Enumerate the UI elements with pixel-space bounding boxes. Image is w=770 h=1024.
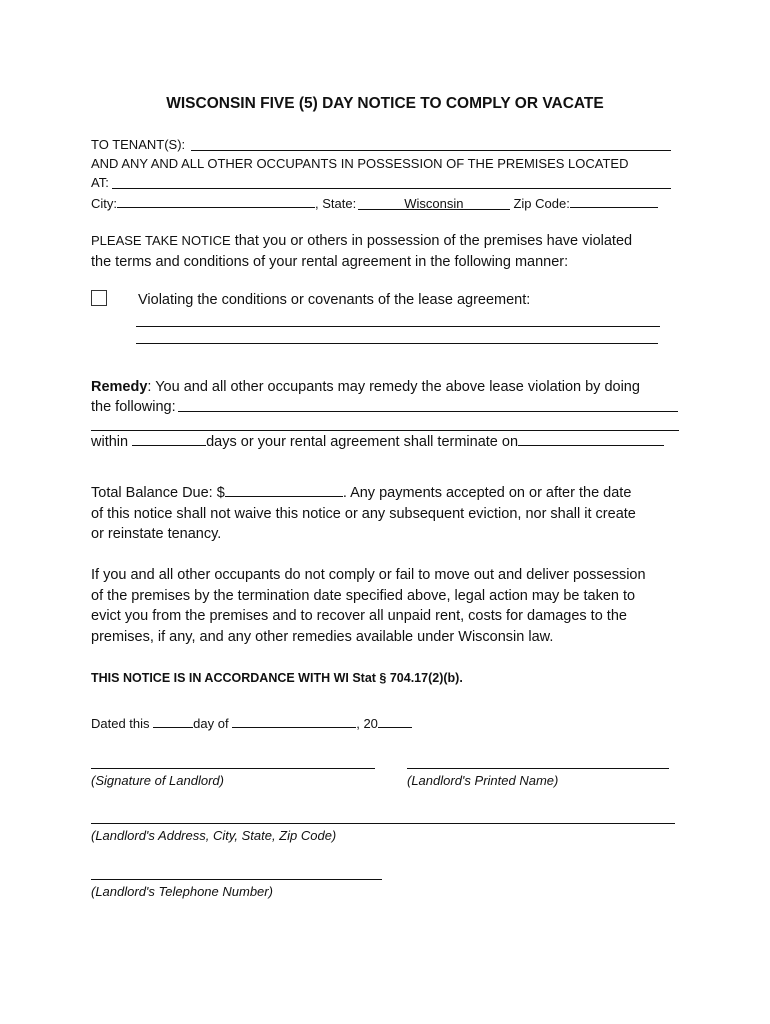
consequence-line-3: evict you from the premises and to recover all unpaid rent, costs for damages to the xyxy=(91,608,627,624)
remedy-text: : You and all other occupants may remedy the above lease violation by doing xyxy=(147,379,640,395)
address-field[interactable] xyxy=(112,188,671,189)
state-field[interactable] xyxy=(358,196,510,210)
state-label: , State: xyxy=(315,196,357,211)
within-row xyxy=(91,432,664,453)
consequence-line-4: premises, if any, and any other remedies available under Wisconsin law. xyxy=(91,628,554,645)
city-label: City: xyxy=(91,196,117,211)
tenant-name-field[interactable] xyxy=(191,150,671,151)
balance-line-2: of this notice shall not waive this notice or any subsequent eviction, nor shall it create xyxy=(91,505,636,522)
days-text: days or your rental agreement shall terminate on xyxy=(206,434,519,450)
landlord-signature-caption: (Signature of Landlord) xyxy=(91,773,224,788)
within-label: within xyxy=(91,434,129,450)
dated-day-field[interactable] xyxy=(153,714,193,728)
remedy-label: Remedy xyxy=(91,379,148,395)
zip-field[interactable] xyxy=(570,194,658,208)
statute-reference: THIS NOTICE IS IN ACCORDANCE WITH WI Stat § 704.17(2)(b). xyxy=(91,671,463,685)
violation-checkbox[interactable] xyxy=(91,290,107,306)
balance-label: Total Balance Due: $ xyxy=(91,485,225,501)
violation-label: Violating the conditions or covenants of the lease agreement: xyxy=(138,292,531,308)
termination-date-field[interactable] xyxy=(518,432,664,446)
dated-year-prefix: , 20 xyxy=(356,716,378,731)
balance-paragraph xyxy=(91,483,636,545)
violation-detail-line-2[interactable] xyxy=(136,343,658,344)
notice-lead: PLEASE TAKE NOTICE xyxy=(91,233,231,248)
dated-day-of: day of xyxy=(193,716,229,731)
state-value: Wisconsin xyxy=(404,196,464,211)
dated-row xyxy=(91,714,412,731)
remedy-action-field-1[interactable] xyxy=(178,411,678,412)
address-label: AT: xyxy=(91,175,109,190)
city-field[interactable] xyxy=(117,194,315,208)
occupants-line: AND ANY AND ALL OTHER OCCUPANTS IN POSSESSION OF THE PREMISES LOCATED xyxy=(91,156,629,171)
remedy-action-field-2[interactable] xyxy=(91,430,679,431)
balance-line-3: or reinstate tenancy. xyxy=(91,526,222,542)
dated-prefix: Dated this xyxy=(91,716,150,731)
notice-line-2: the terms and conditions of your rental agreement in the following manner: xyxy=(91,253,569,270)
landlord-phone-caption: (Landlord's Telephone Number) xyxy=(91,884,273,899)
days-field[interactable] xyxy=(132,432,206,446)
notice-paragraph xyxy=(91,231,632,272)
consequence-paragraph xyxy=(91,565,646,647)
landlord-address-caption: (Landlord's Address, City, State, Zip Code) xyxy=(91,828,337,843)
remedy-line-2: the following: xyxy=(91,399,176,415)
remedy-line-1 xyxy=(91,377,640,398)
landlord-phone-line[interactable] xyxy=(91,879,382,880)
zip-label: Zip Code: xyxy=(513,196,570,211)
landlord-printed-name-line[interactable] xyxy=(407,768,669,769)
consequence-line-1: If you and all other occupants do not comply or fail to move out and deliver possession xyxy=(91,567,646,583)
landlord-address-line[interactable] xyxy=(91,823,675,824)
notice-line-1: that you or others in possession of the premises have violated xyxy=(230,233,633,249)
violation-detail-line-1[interactable] xyxy=(136,326,660,327)
dated-year-field[interactable] xyxy=(378,714,412,728)
dated-month-field[interactable] xyxy=(232,714,356,728)
document-title: WISCONSIN FIVE (5) DAY NOTICE TO COMPLY OR VACATE xyxy=(166,95,604,112)
city-state-zip-row xyxy=(91,194,658,211)
tenant-label: TO TENANT(S): xyxy=(91,137,186,152)
landlord-printed-name-caption: (Landlord's Printed Name) xyxy=(407,773,559,788)
balance-amount-field[interactable] xyxy=(225,483,343,497)
landlord-signature-line[interactable] xyxy=(91,768,375,769)
balance-line-1: . Any payments accepted on or after the date xyxy=(342,485,632,501)
consequence-line-2: of the premises by the termination date specified above, legal action may be taken to xyxy=(91,587,636,604)
